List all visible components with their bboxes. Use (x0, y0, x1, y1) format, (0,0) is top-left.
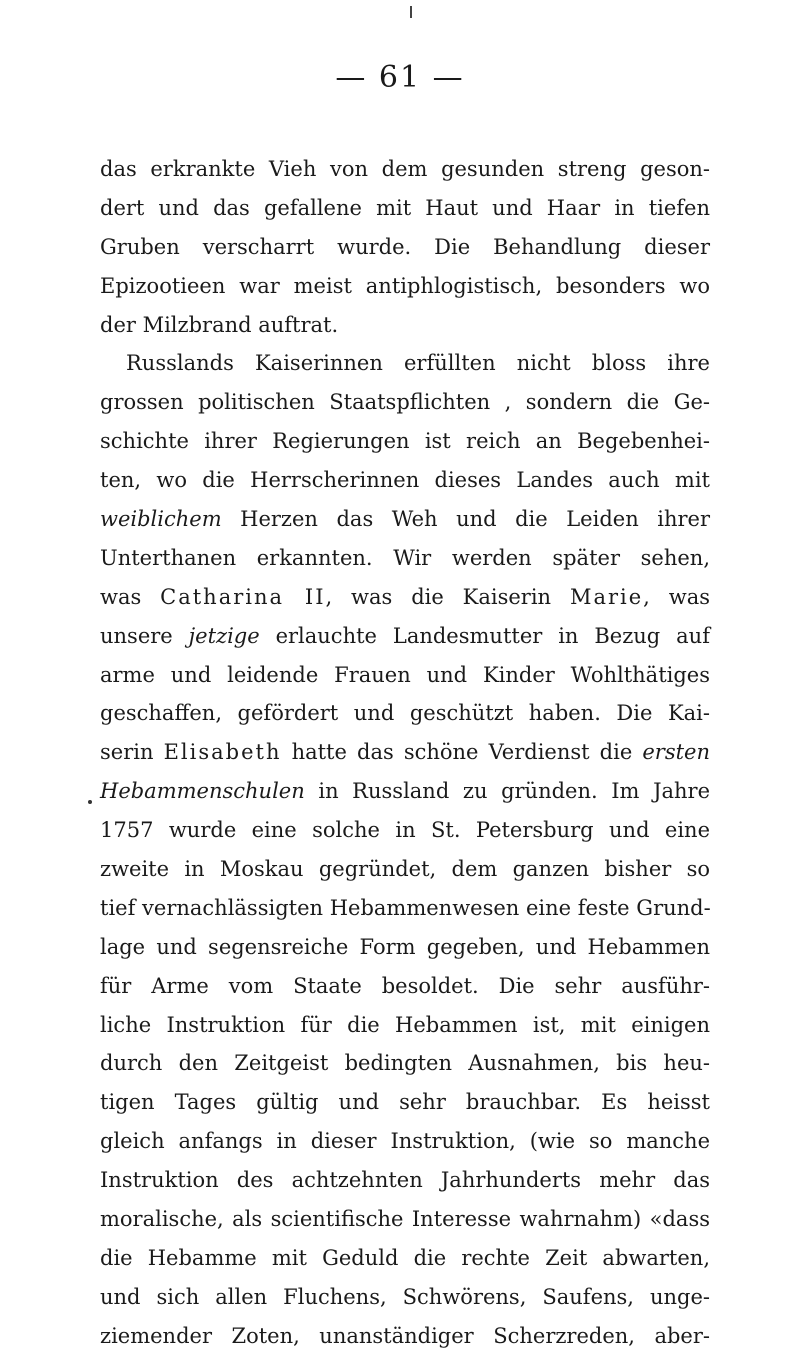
scan-mark (410, 6, 412, 18)
text-segment: grossen politischen Staatspflichten , sondern die Ge- (100, 390, 710, 415)
text-line (100, 383, 710, 422)
text-line (100, 1083, 710, 1122)
text-segment: , was die Kaiserin (325, 584, 570, 609)
text-segment: arme und leidende Frauen und Kinder Wohlthätiges (100, 662, 710, 687)
text-segment: Epizootieen war meist antiphlogistisch, besonders wo (100, 273, 710, 298)
text-emph: Hebammenschulen (100, 779, 305, 804)
page-number: — 61 — (335, 60, 465, 95)
text-line (100, 1161, 710, 1200)
text-line (100, 889, 710, 928)
text-segment: tigen Tages gültig und sehr brauchbar. Es heisst (100, 1090, 710, 1115)
text-segment: serin (100, 740, 164, 765)
text-line (100, 306, 710, 345)
text-segment: gleich anfangs in dieser Instruktion, (wie so manche (100, 1129, 710, 1154)
text-spaced: Marie (569, 584, 644, 609)
text-segment: die Hebamme mit Geduld die rechte Zeit abwarten, (100, 1245, 710, 1270)
text-segment: erlauchte Landesmutter in Bezug auf (259, 623, 710, 648)
text-segment: und sich allen Fluchens, Schwörens, Saufens, unge- (100, 1284, 710, 1309)
text-line (100, 617, 710, 656)
text-segment: dert und das gefallene mit Haut und Haar in tiefen (100, 195, 710, 220)
text-line (100, 1006, 710, 1045)
text-line (100, 228, 710, 267)
text-spaced: Catharina II (160, 584, 326, 609)
text-segment: Herzen das Weh und die Leiden ihrer (221, 507, 710, 532)
text-segment: 1757 wurde eine solche in St. Petersburg und eine (100, 818, 710, 843)
text-segment: Gruben verscharrt wurde. Die Behandlung dieser (100, 234, 710, 259)
text-segment: der Milzbrand auftrat. (100, 312, 339, 337)
text-segment: Instruktion des achtzehnten Jahrhunderts mehr das (100, 1168, 710, 1193)
text-segment: schichte ihrer Regierungen ist reich an Begebenhei- (100, 429, 710, 454)
margin-mark (88, 800, 92, 804)
text-line (100, 1044, 710, 1083)
text-segment: Russlands Kaiserinnen erfüllten nicht bloss ihre (126, 351, 710, 376)
text-emph: ersten (642, 740, 710, 765)
text-segment: das erkrankte Vieh von dem gesunden streng geson- (100, 157, 710, 181)
text-segment: für Arme vom Staate besoldet. Die sehr ausführ- (100, 973, 710, 998)
text-line (100, 422, 710, 461)
text-segment: geschaffen, gefördert und geschützt haben. Die Kai- (100, 701, 710, 726)
text-emph: jetzige (188, 623, 260, 648)
text-line (100, 656, 710, 695)
text-line (100, 772, 710, 811)
text-line (100, 1200, 710, 1239)
text-segment: durch den Zeitgeist bedingten Ausnahmen, bis heu- (100, 1051, 710, 1076)
text-line (100, 1317, 710, 1356)
text-segment: lage und segensreiche Form gegeben, und Hebammen (100, 934, 710, 959)
text-line (100, 189, 710, 228)
text-segment: hatte das schöne Verdienst die (281, 740, 643, 765)
text-line (100, 461, 710, 500)
text-segment: in Russland zu gründen. Im Jahre (304, 779, 710, 804)
text-line (100, 578, 710, 617)
text-line (100, 967, 710, 1006)
text-line (100, 811, 710, 850)
text-segment: Unterthanen erkannten. Wir werden später sehen, (100, 545, 710, 570)
text-line (100, 500, 710, 539)
text-line (100, 267, 710, 306)
text-line (100, 539, 710, 578)
text-line (100, 1239, 710, 1278)
text-segment: unsere (100, 623, 189, 648)
text-line (100, 733, 710, 772)
text-line (100, 928, 710, 967)
text-emph: weiblichem (100, 507, 222, 532)
text-line (100, 694, 710, 733)
text-spaced: Elisabeth (163, 740, 282, 765)
text-segment: was (100, 584, 161, 609)
text-segment: ten, wo die Herrscherinnen dieses Landes auch mit (100, 468, 710, 493)
text-line (100, 150, 710, 189)
text-segment: tief vernachlässigten Hebammenwesen eine feste Grund- (100, 895, 711, 920)
text-segment: zweite in Moskau gegründet, dem ganzen bisher so (100, 857, 710, 882)
text-line (100, 850, 710, 889)
text-line (100, 1122, 710, 1161)
text-segment: moralische, als scientifische Interesse wahrnahm) «dass (100, 1207, 710, 1232)
text-segment: ziemender Zoten, unanständiger Scherzreden, aber- (100, 1323, 710, 1348)
body-text (100, 150, 710, 1356)
text-segment: liche Instruktion für die Hebammen ist, mit einigen (100, 1012, 710, 1037)
text-line (100, 344, 710, 383)
text-segment: , was (643, 584, 710, 609)
text-line (100, 1278, 710, 1317)
